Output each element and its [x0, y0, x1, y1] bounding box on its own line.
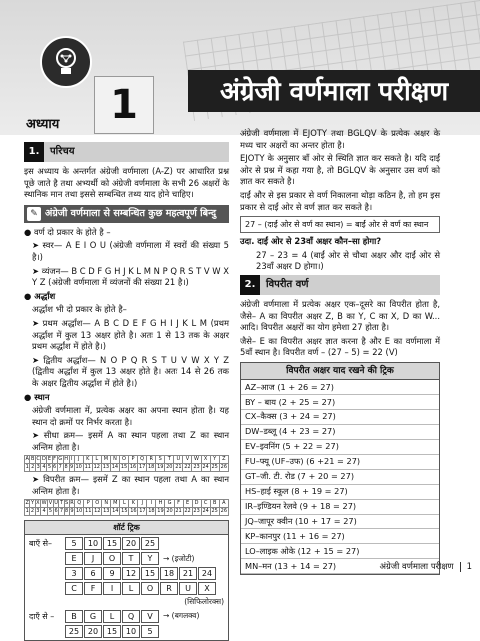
- position-cell: 21: [175, 464, 182, 471]
- position-cell: 23: [193, 508, 200, 515]
- position-cell: 18: [148, 508, 155, 515]
- position-cell: 1: [25, 508, 29, 515]
- letter-cell: N: [110, 456, 119, 464]
- position-cell: 23: [193, 464, 200, 471]
- position-cell: 24: [202, 508, 209, 515]
- position-cell: 4: [42, 464, 46, 471]
- point-text: ➤ व्यंजन— B C D F G H J K L M N P Q R S T V W X Y Z (अंग्रेजी वर्णमाला में व्यंजनों की संख्या 21 है।): [32, 265, 229, 288]
- position-cell: 5: [48, 508, 53, 515]
- paragraph: अंग्रेजी वर्णमाला में प्रत्येक अक्षर एक–दूसरे का विपरीत होता है, जैसे– A का विपरीत अक्षर Z, B का Y, C का X, D का W... आदि। विपरीत अक्षरों का योग हमेशा 27 होता है।: [240, 298, 440, 333]
- letter-cell: X: [201, 456, 210, 464]
- trick-row: [29, 625, 224, 638]
- trick-cell: 12: [122, 567, 140, 580]
- trick-cell: 9: [103, 567, 121, 580]
- short-trick-box: [24, 520, 229, 640]
- reverse-order-table: [24, 499, 229, 516]
- letter-cell: L: [120, 500, 129, 508]
- list-item: JQ–जापूर क्वीन (10 + 17 = 27): [241, 515, 439, 530]
- trick-cells: [65, 567, 217, 580]
- trick-cell: 10: [122, 625, 140, 638]
- position-cell: 6: [53, 464, 57, 471]
- letter-cell: Q: [75, 500, 84, 508]
- letter-cell: M: [101, 456, 110, 464]
- list-item: DW–डब्लू (4 + 23 = 27): [241, 425, 439, 440]
- letter-cell: W: [41, 500, 47, 507]
- section-title: परिचय: [50, 146, 75, 158]
- position-cell: 9: [70, 508, 74, 515]
- trick-cell: G: [84, 610, 102, 623]
- section-number: 1.: [24, 142, 44, 162]
- list-title: विपरीत अक्षर याद रखने की ट्रिक: [241, 363, 439, 380]
- letter-cell: F: [53, 456, 57, 463]
- position-cell: 7: [58, 464, 62, 471]
- paragraph: जैसे– E का विपरीत अक्षर ज्ञात करना है और E का वर्णमाला में 5वाँ स्थान है। विपरीत वर्ण – (27 – 5) = 22 (V): [240, 335, 440, 358]
- trick-row: [29, 567, 224, 580]
- point-text: ➤ स्वर— A E I O U (अंग्रेजी वर्णमाला में स्वरों की संख्या 5 है।): [32, 240, 229, 262]
- list-item: IR–इण्डियन रेलवे (9 + 18 = 27): [241, 500, 439, 515]
- trick-cell: Q: [122, 610, 140, 623]
- letter-cell: G: [165, 500, 174, 508]
- position-cell: 10: [76, 508, 83, 515]
- key-points-heading: [24, 205, 229, 223]
- trick-cell: E: [65, 552, 83, 565]
- trick-cell: 21: [179, 567, 197, 580]
- letter-cell: P: [129, 456, 138, 464]
- point-heading: ● स्थान: [24, 391, 50, 402]
- trick-cells: [65, 610, 160, 623]
- letter-cell: I: [70, 456, 73, 463]
- position-cell: 6: [54, 508, 58, 515]
- trick-cell: L: [122, 582, 140, 595]
- page-footer: [310, 561, 480, 577]
- trick-row: [29, 552, 224, 565]
- position-cell: 15: [121, 508, 128, 515]
- left-column: [24, 140, 229, 641]
- list-item: FU–फ्यू (UF–उफ) (6 +21 = 27): [241, 455, 439, 470]
- chapter-label: अध्याय: [26, 117, 60, 132]
- position-cell: 11: [84, 464, 91, 471]
- trick-cells: [65, 537, 160, 550]
- right-label: दाएँ से –: [29, 611, 55, 621]
- trick-cell: L: [103, 610, 121, 623]
- position-cell: 7: [59, 508, 64, 515]
- chapter-number: 1: [94, 76, 154, 134]
- position-cell: 3: [36, 464, 40, 471]
- letter-cell: D: [192, 500, 201, 508]
- letter-cell: U: [54, 500, 58, 507]
- trick-cell: 15: [103, 537, 121, 550]
- paragraph: अंग्रेजी वर्णमाला में EJOTY तथा BGLQV के प्रत्येक अक्षर के मध्य चार अक्षरों का अन्तर होता है।: [240, 128, 440, 150]
- left-label: बाएँ से–: [29, 539, 53, 549]
- position-cell: 22: [184, 508, 191, 515]
- letter-cell: A: [219, 500, 228, 508]
- trick-cell: 5: [65, 537, 83, 550]
- position-cell: 2: [30, 508, 35, 515]
- letter-cell: J: [138, 500, 147, 508]
- letter-cell: W: [192, 456, 201, 464]
- pencil-icon: ✎: [27, 207, 41, 221]
- trick-cells: [65, 582, 217, 595]
- letter-cell: H: [64, 456, 68, 463]
- formula-box: 27 – (दाईं ओर से वर्ण का स्थान) = बाईं ओर से वर्ण का स्थान: [240, 216, 440, 233]
- right-column: [240, 128, 440, 575]
- trick-cell: 6: [84, 567, 102, 580]
- trick-cells: [65, 552, 160, 565]
- trick-cell: O: [141, 582, 159, 595]
- point-heading: ● अर्द्धांश: [24, 290, 56, 301]
- trick-cell: V: [141, 610, 159, 623]
- position-cell: 21: [175, 508, 182, 515]
- letter-cell: C: [36, 456, 40, 463]
- position-cell: 15: [120, 464, 128, 471]
- position-cell: 25: [211, 508, 218, 515]
- letter-cell: L: [92, 456, 101, 464]
- point-text: अर्द्धांश भी दो प्रकार के होते है–: [32, 304, 127, 315]
- position-cell: 14: [111, 464, 119, 471]
- point-text: ➤ प्रथम अर्द्धांश— A B C D E F G H I J K L M (प्रथम अर्द्धांश में कुल 13 अक्षर होते है। अतः 1 से 13 तक के अक्षर प्रथम अर्द्धांश में होते है।): [32, 317, 229, 352]
- letter-cell: B: [30, 456, 35, 463]
- list-item: AZ–आज (1 + 26 = 27): [241, 380, 439, 395]
- position-cell: 25: [211, 464, 218, 471]
- letter-cell: I: [147, 500, 156, 508]
- letter-cell: K: [129, 500, 138, 508]
- list-item: LO–लाइक ओके (12 + 15 = 27): [241, 544, 439, 559]
- trick-cell: J: [84, 552, 102, 565]
- point-text: ● वर्ण दो प्रकार के होते है –: [24, 226, 111, 237]
- page-title: अंग्रेजी वर्णमाला परीक्षण: [220, 77, 449, 107]
- letter-cell: H: [156, 500, 165, 508]
- letter-cell: U: [174, 456, 183, 464]
- letter-cell: S: [65, 500, 69, 507]
- letter-cell: A: [25, 456, 29, 463]
- letter-cell: O: [119, 456, 128, 464]
- trick-row: [29, 582, 224, 595]
- paragraph: EJOTY के अनुसार बाँ ओर से स्थिति ज्ञात कर सकते है। यदि दाईं ओर से प्रश्न में कहा गया है, तो BGLQV के अनुसार उस वर्ण को ज्ञात कर सकते है।: [240, 153, 440, 187]
- trick-cells: [65, 625, 160, 638]
- letter-cell: C: [201, 500, 210, 508]
- trick-cell: 15: [141, 567, 159, 580]
- letter-cell: B: [210, 500, 219, 508]
- position-cell: 19: [157, 508, 164, 515]
- letter-cell: R: [147, 456, 156, 464]
- lightbulb-icon: [40, 36, 92, 88]
- position-cell: 24: [202, 464, 209, 471]
- trick-note: → (बगलक्व): [163, 610, 200, 620]
- trick-cell: Y: [141, 552, 159, 565]
- letter-cell: E: [183, 500, 192, 508]
- intro-text: इस अध्याय के अन्तर्गत अंग्रेजी वर्णमाला (A-Z) पर आधारित प्रश्न पूछे जाते है तथा अभ्यर्थी को अंग्रेजी वर्णमाला के सभी 26 अक्षरों के स्थानिक मान तथा इससे सम्बन्धित तथ्य याद होने चाहिए।: [24, 166, 229, 200]
- position-cell: 17: [138, 464, 146, 471]
- list-item: HS–हाई स्कूल (8 + 19 = 27): [241, 485, 439, 500]
- trick-row: [29, 537, 224, 550]
- trick-cell: B: [65, 610, 83, 623]
- letter-cell: S: [156, 456, 165, 464]
- position-cell: 26: [220, 508, 228, 515]
- position-cell: 5: [47, 464, 52, 471]
- paragraph: दाईं और से इस प्रकार से वर्ण निकालना थोड़ा कठिन है, तो हम इस प्रकार से दाईं ओर से वर्ण ज्ञात कर सकते है।: [240, 189, 440, 212]
- trick-cell: O: [103, 552, 121, 565]
- trick-cell: 18: [160, 567, 178, 580]
- position-cell: 17: [139, 508, 146, 515]
- position-cell: 3: [36, 508, 40, 515]
- position-cell: 1: [25, 464, 29, 471]
- trick-cell: I: [103, 582, 121, 595]
- letter-cell: D: [41, 456, 46, 463]
- position-cell: 9: [69, 464, 74, 471]
- trick-row: [29, 597, 224, 607]
- trick-cell: 25: [65, 625, 83, 638]
- letter-cell: V: [183, 456, 192, 464]
- letter-cell: T: [59, 500, 64, 507]
- position-cell: 18: [148, 464, 155, 471]
- letter-cell: V: [48, 500, 53, 507]
- letter-cell: X: [36, 500, 40, 507]
- section-opposite-heading: [240, 275, 440, 295]
- chapter-header: [0, 0, 480, 135]
- point-text: ➤ द्वितीय अर्द्धांश— N O P Q R S T U V W X Y Z (द्वितीय अर्द्धांश में कुल 13 अक्षर होते है। अतः 14 से 26 तक के अक्षर द्वितीय अर्द्धांश में होते है।): [32, 354, 229, 388]
- example-question: उदा. दाईं ओर से 23वाँ अक्षर कौन–सा होगा?: [240, 236, 382, 247]
- trick-cell: R: [160, 582, 178, 595]
- trick-cell: 15: [103, 625, 121, 638]
- letter-cell: Y: [30, 500, 35, 507]
- letter-cell: M: [111, 500, 120, 508]
- trick-cell: U: [179, 582, 197, 595]
- trick-note: → (इजोटी): [163, 553, 195, 563]
- position-cell: 12: [94, 508, 101, 515]
- trick-note: (सिफिलोरक्स): [184, 597, 224, 607]
- letter-cell: Z: [219, 456, 228, 464]
- trick-cell: C: [65, 582, 83, 595]
- list-item: EV–इवनिंग (5 + 22 = 27): [241, 440, 439, 455]
- trick-cell: 20: [84, 625, 102, 638]
- list-item: MN–मन (13 + 14 = 27): [241, 559, 439, 574]
- letter-cell: J: [74, 456, 83, 464]
- trick-cell: F: [84, 582, 102, 595]
- position-cell: 10: [75, 464, 82, 471]
- trick-cell: X: [198, 582, 216, 595]
- letter-cell: Y: [210, 456, 219, 464]
- letter-cell: E: [47, 456, 52, 463]
- position-cell: 16: [129, 464, 137, 471]
- letter-cell: Z: [25, 500, 29, 507]
- position-cell: 8: [65, 508, 69, 515]
- position-cell: 22: [184, 464, 191, 471]
- letter-cell: T: [165, 456, 174, 464]
- point-text: अंग्रेजी वर्णमाला में, प्रत्येक अक्षर का अपना स्थान होता है। यह स्थान दो क्रमों पर निर्भर करता है।: [32, 405, 229, 427]
- position-cell: 13: [103, 508, 110, 515]
- list-item: BY – बाय (2 + 25 = 27): [241, 395, 439, 410]
- position-cell: 2: [31, 464, 35, 471]
- position-cell: 20: [166, 464, 173, 471]
- position-cell: 12: [93, 464, 100, 471]
- forward-order-table: [24, 455, 229, 472]
- position-cell: 14: [112, 508, 119, 515]
- point-text: ➤ सीधा क्रम— इसमें A का स्थान पहला तथा Z का स्थान अन्तिम होता है।: [32, 430, 229, 452]
- trick-cell: 3: [65, 567, 83, 580]
- section-intro-heading: [24, 142, 229, 162]
- position-cell: 4: [41, 508, 48, 516]
- letter-cell: Q: [138, 456, 147, 464]
- position-cell: 13: [102, 464, 110, 471]
- list-item: GT–जी. टी. रोड (7 + 20 = 27): [241, 470, 439, 485]
- position-cell: 11: [85, 508, 92, 515]
- letter-cell: N: [102, 500, 111, 508]
- opposite-letters-list: [240, 362, 440, 575]
- footer-text: अंग्रेजी वर्णमाला परीक्षण: [379, 562, 454, 572]
- letter-cell: R: [70, 500, 74, 507]
- position-cell: 16: [130, 508, 137, 515]
- trick-cell: 25: [141, 537, 159, 550]
- key-points-title: अंग्रेजी वर्णमाला से सम्बन्धित कुछ महत्वपूर्ण बिन्दु: [45, 208, 217, 220]
- short-trick-title: शॉर्ट ट्रिक: [25, 521, 228, 535]
- section-title: विपरीत वर्ण: [266, 279, 309, 291]
- point-text: ➤ विपरीत क्रम— इसमें Z का स्थान पहला तथा A का स्थान अन्तिम होता है।: [32, 474, 229, 496]
- position-cell: 8: [64, 464, 68, 471]
- position-cell: 19: [157, 464, 164, 471]
- letter-cell: F: [174, 500, 183, 508]
- trick-cell: 20: [122, 537, 140, 550]
- list-item: CX–कैक्स (3 + 24 = 27): [241, 410, 439, 425]
- letter-cell: K: [83, 456, 92, 464]
- letter-cell: P: [84, 500, 93, 508]
- position-cell: 26: [220, 464, 228, 471]
- letter-cell: G: [58, 456, 63, 463]
- trick-row: [29, 610, 224, 623]
- section-number: 2.: [240, 275, 260, 295]
- trick-cell: 5: [141, 625, 159, 638]
- list-item: KP–कानपुर (11 + 16 = 27): [241, 529, 439, 544]
- trick-cell: 24: [198, 567, 216, 580]
- letter-cell: O: [93, 500, 102, 508]
- trick-cell: T: [122, 552, 140, 565]
- position-cell: 20: [166, 508, 173, 515]
- trick-cell: 10: [84, 537, 102, 550]
- example-answer: 27 – 23 = 4 (बाईं ओर से चौथा अक्षर और दाईं ओर से 23वाँ अक्षर D होगा।): [256, 249, 440, 272]
- page-number: 1: [460, 562, 472, 572]
